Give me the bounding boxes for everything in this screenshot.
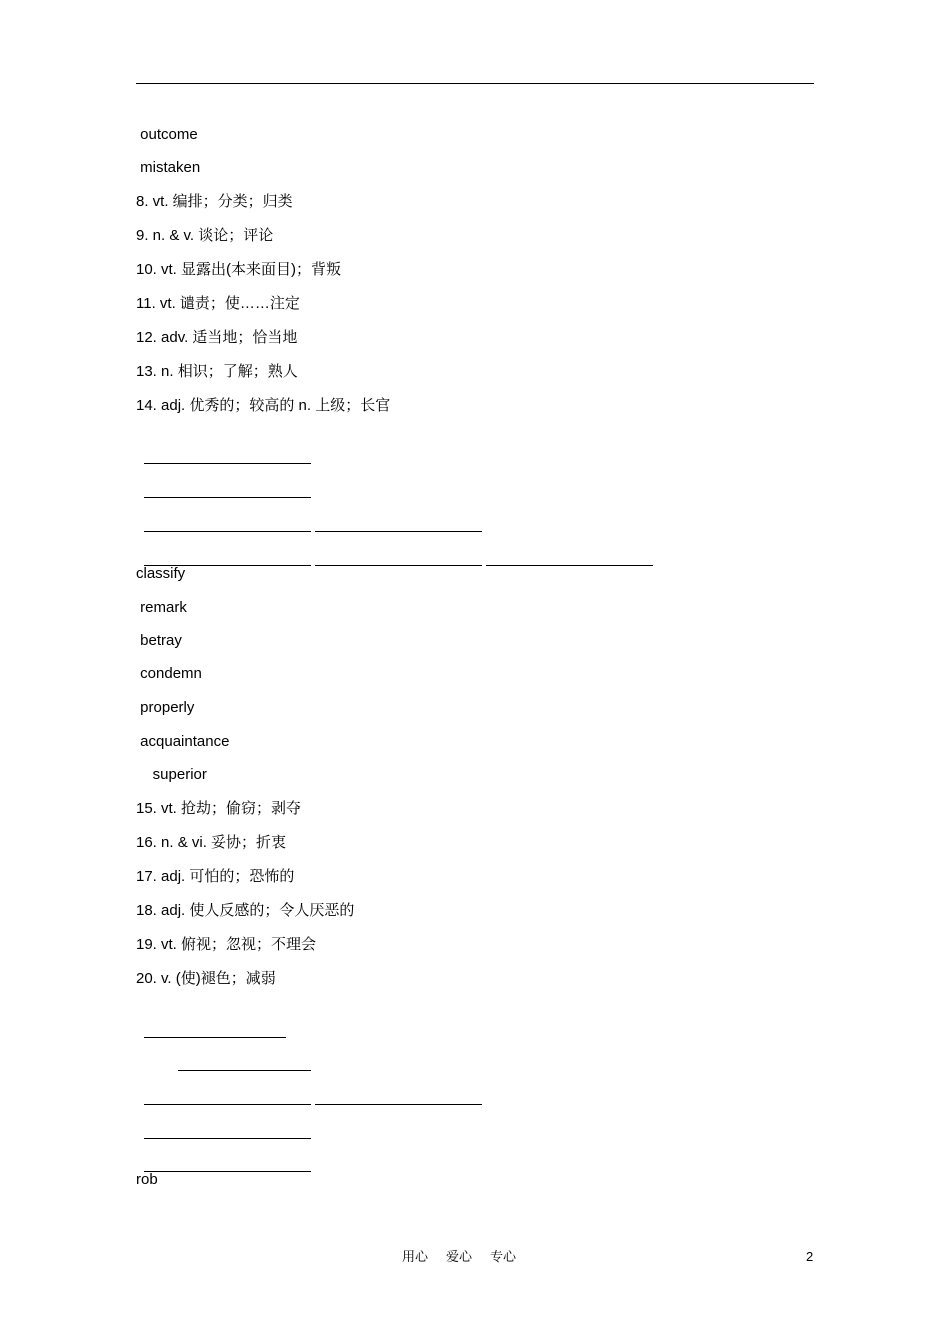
footer-motto-3: 专心 xyxy=(490,1249,517,1264)
text-line: classify xyxy=(136,565,186,582)
text-line: condemn xyxy=(136,665,202,682)
text-line: mistaken xyxy=(136,159,201,176)
answer-blank-row xyxy=(136,532,657,572)
text-line: acquaintance xyxy=(136,733,230,750)
text-line: 20. v. (使)褪色；减弱 xyxy=(136,970,276,987)
footer-motto-1: 用心 xyxy=(402,1249,429,1264)
footer-motto-2: 爱心 xyxy=(446,1249,473,1264)
text-line: rob xyxy=(136,1171,158,1188)
text-line: 18. adj. 使人反感的；令人厌恶的 xyxy=(136,902,355,919)
answer-blank-row xyxy=(136,1138,315,1178)
text-line: outcome xyxy=(136,126,198,143)
text-line: betray xyxy=(136,632,182,649)
page-number: 2 xyxy=(806,1249,814,1264)
answer-blank[interactable] xyxy=(315,565,482,566)
text-line: 14. adj. 优秀的；较高的 n. 上级；长官 xyxy=(136,397,391,414)
text-line: superior xyxy=(136,766,207,783)
text-line: 9. n. & v. 谈论；评论 xyxy=(136,227,274,244)
text-line: properly xyxy=(136,699,195,716)
footer-motto xyxy=(402,1248,534,1266)
text-line: 15. vt. 抢劫；偷窃；剥夺 xyxy=(136,800,302,817)
answer-blank[interactable] xyxy=(144,1171,311,1172)
text-line: 16. n. & vi. 妥协；折衷 xyxy=(136,834,287,851)
text-line: 8. vt. 编排；分类；归类 xyxy=(136,193,293,210)
text-line: 19. vt. 俯视；忽视；不理会 xyxy=(136,936,317,953)
text-line: 10. vt. 显露出(本来面目)；背叛 xyxy=(136,261,342,278)
answer-blank[interactable] xyxy=(486,565,653,566)
text-line: 11. vt. 谴责；使……注定 xyxy=(136,295,300,312)
answer-blank[interactable] xyxy=(315,1104,482,1105)
text-line: remark xyxy=(136,599,187,616)
text-line: 12. adv. 适当地；恰当地 xyxy=(136,329,298,346)
text-line: 17. adj. 可怕的；恐怖的 xyxy=(136,868,295,885)
text-line: 13. n. 相识；了解；熟人 xyxy=(136,363,298,380)
header-rule xyxy=(136,83,814,84)
